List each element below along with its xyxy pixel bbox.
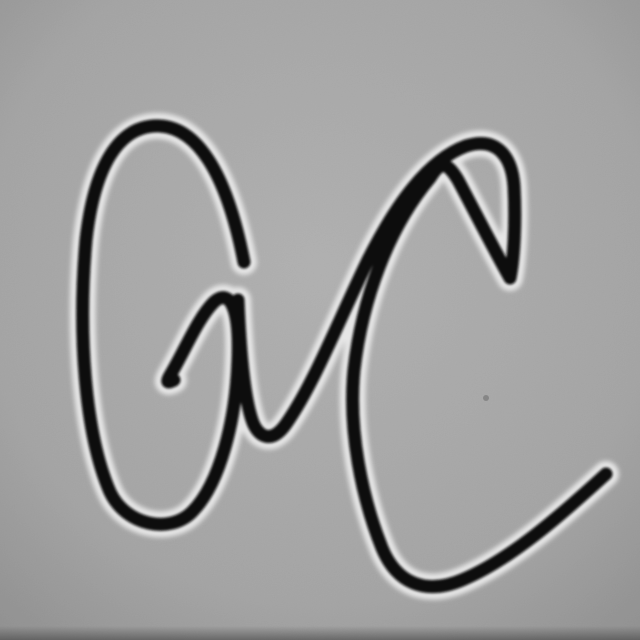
scan-bottom-edge xyxy=(0,626,640,640)
paper-speck xyxy=(483,395,489,401)
